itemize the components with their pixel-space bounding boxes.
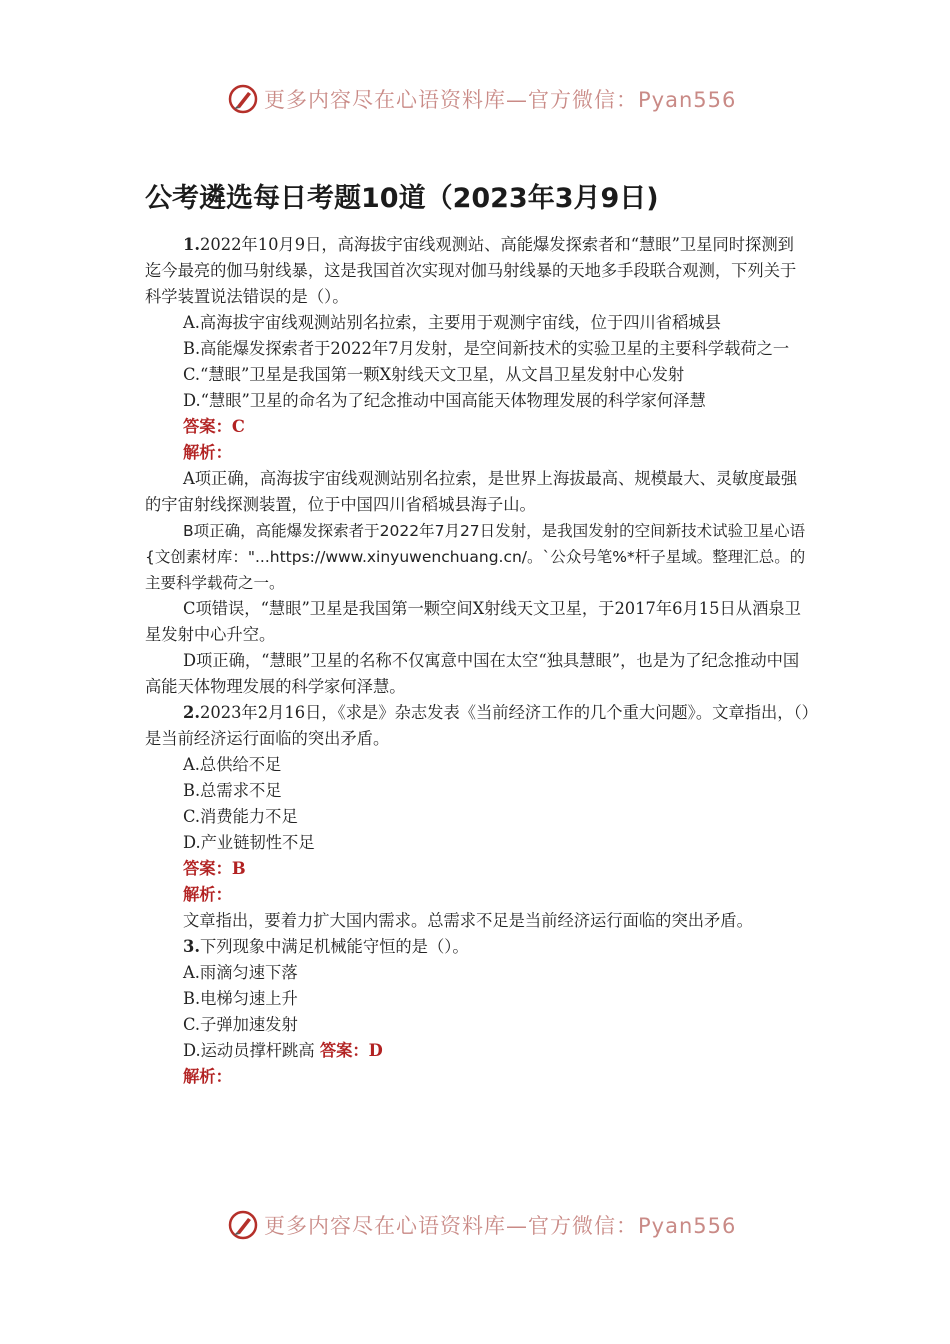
banner-text: 更多内容尽在心语资料库—官方微信：Pyan556: [264, 1214, 737, 1238]
option-d-with-answer: [145, 1038, 810, 1064]
pen-logo-icon: [228, 84, 258, 114]
option-c: C.“慧眼”卫星是我国第一颗X射线天文卫星，从文昌卫星发射中心发射: [183, 365, 685, 384]
option-a: A.高海拔宇宙线观测站别名拉索，主要用于观测宇宙线，位于四川省稻城县: [183, 313, 721, 332]
question-text: 2022年10月9日，高海拔宇宙线观测站、高能爆发探索者和“慧眼”卫星同时探测到迄今最亮的伽马射线暴，这是我国首次实现对伽马射线暴的天地多手段联合观测，下列关于科学装置说法错误的是（）。: [145, 235, 797, 306]
footer-banner: [0, 1206, 950, 1250]
option-b: B.高能爆发探索者于2022年7月发射，是空间新技术的实验卫星的主要科学载荷之一: [183, 339, 790, 358]
analysis-label: 解析：: [183, 443, 232, 462]
analysis-label: 解析：: [183, 1067, 232, 1086]
page-title: 公考遴选每日考题10道（2023年3月9日): [145, 183, 659, 214]
question-2-stem: [145, 700, 810, 752]
analysis-label: 解析：: [183, 885, 232, 904]
answer-label: 答案：B: [183, 859, 246, 878]
option-d: D.产业链韧性不足: [183, 833, 315, 852]
option-d: D.运动员撑杆跳高: [183, 1041, 315, 1060]
question-3-stem: [145, 934, 810, 960]
analysis-text: 文章指出，要着力扩大国内需求。总需求不足是当前经济运行面临的突出矛盾。: [183, 911, 753, 930]
question-1-stem: [145, 232, 810, 310]
question-text: 2023年2月16日，《求是》杂志发表《当前经济工作的几个重大问题》。文章指出，（）是当前经济运行面临的突出矛盾。: [145, 703, 810, 748]
analysis-text: A项正确，高海拔宇宙线观测站别名拉索，是世界上海拔最高、规模最大、灵敏度最强的宇宙射线探测装置，位于中国四川省稻城县海子山。: [145, 469, 798, 514]
answer-label: 答案：C: [183, 417, 245, 436]
option-a: A.总供给不足: [183, 755, 282, 774]
header-banner: [0, 80, 950, 124]
option-b: B.电梯匀速上升: [183, 989, 298, 1008]
option-a: A.雨滴匀速下落: [183, 963, 298, 982]
document-body: [145, 232, 810, 1090]
option-c: C.子弹加速发射: [183, 1015, 298, 1034]
pen-logo-icon: [228, 1210, 258, 1240]
question-text: 下列现象中满足机械能守恒的是（）。: [200, 937, 469, 956]
option-d: D.“慧眼”卫星的命名为了纪念推动中国高能天体物理发展的科学家何泽慧: [183, 391, 706, 410]
option-b: B.总需求不足: [183, 781, 282, 800]
analysis-text: D项正确，“慧眼”卫星的名称不仅寓意中国在太空“独具慧眼”，也是为了纪念推动中国高能天体物理发展的科学家何泽慧。: [145, 651, 800, 696]
question-number: 1.: [183, 235, 200, 254]
question-number: 2.: [183, 703, 200, 722]
answer-label: 答案：D: [319, 1041, 383, 1060]
question-number: 3.: [183, 937, 200, 956]
analysis-text: C项错误，“慧眼”卫星是我国第一颗空间X射线天文卫星，于2017年6月15日从酒泉卫星发射中心升空。: [145, 599, 801, 644]
option-c: C.消费能力不足: [183, 807, 298, 826]
analysis-text: B项正确，高能爆发探索者于2022年7月27日发射，是我国发射的空间新技术试验卫星心语{文创素材库："...https://www.xinyuwenchuang.cn/。`公众号笔%*杆子星域。整理汇总。的主要科学载荷之一。: [145, 522, 806, 592]
banner-text: 更多内容尽在心语资料库—官方微信：Pyan556: [264, 88, 737, 112]
